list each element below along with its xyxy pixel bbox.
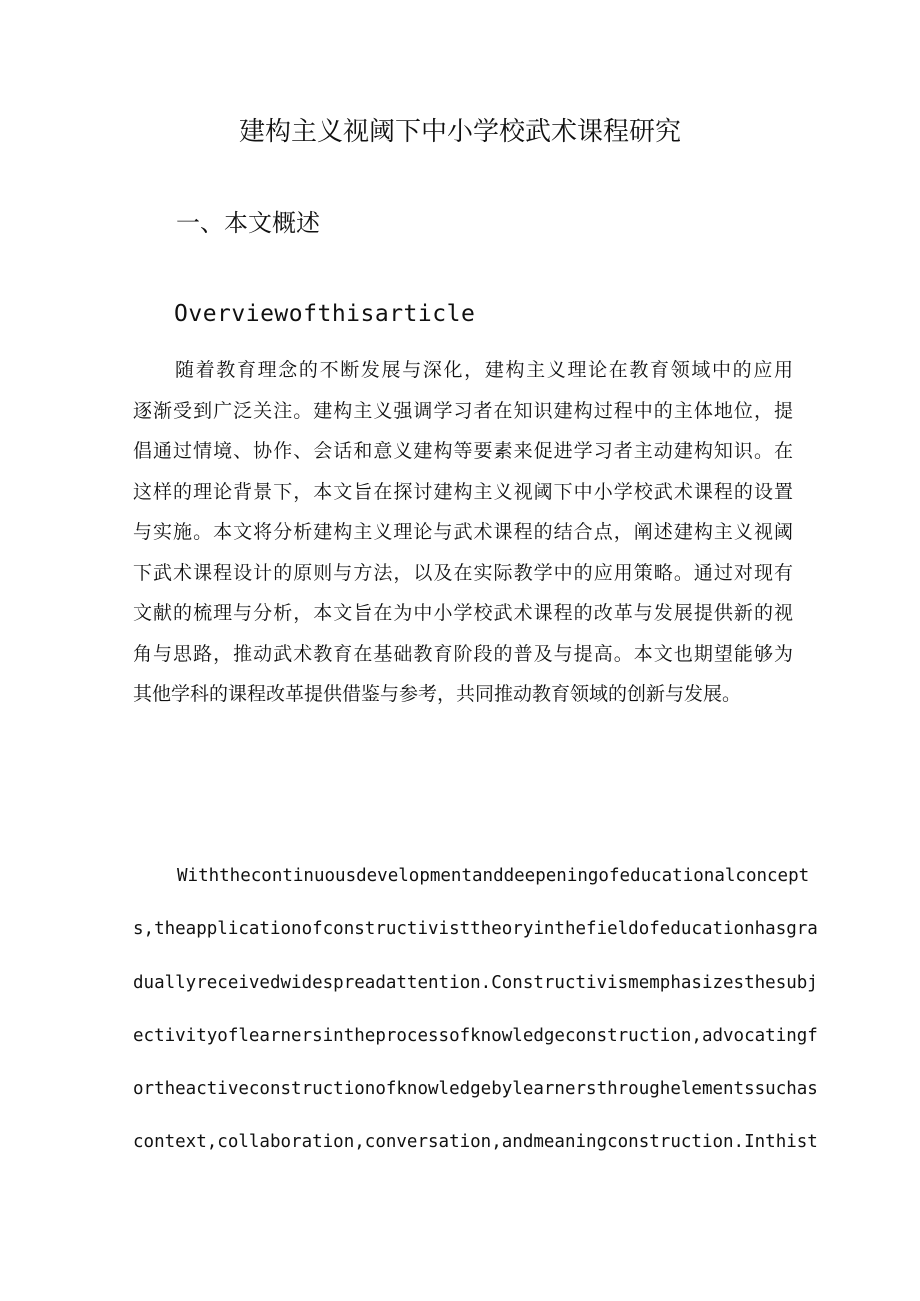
paragraph-line: duallyreceivedwidespreadattention.Constructivismemphasizesthesubj	[133, 972, 818, 993]
chinese-paragraph	[133, 350, 793, 715]
paragraph-line: 文献的梳理与分析，本文旨在为中小学校武术课程的改革与发展提供新的视	[133, 602, 793, 624]
paragraph-line: 倡通过情境、协作、会话和意义建构等要素来促进学习者主动建构知识。在	[133, 440, 793, 462]
paragraph-line: ectivityoflearnersintheprocessofknowledgeconstruction,advocatingf	[133, 1025, 818, 1046]
section-heading: 一、本文概述	[176, 209, 320, 237]
paragraph-line: Withthecontinuousdevelopmentanddeepeningofeducationalconcept	[177, 866, 810, 886]
paragraph-line: ortheactiveconstructionofknowledgebylearnersthroughelementssuchas	[133, 1079, 818, 1100]
paragraph-line: 其他学科的课程改革提供借鉴与参考，共同推动教育领域的创新与发展。	[133, 683, 742, 705]
paragraph-line: 逐渐受到广泛关注。建构主义强调学习者在知识建构过程中的主体地位，提	[133, 399, 793, 422]
paragraph-line: 这样的理论背景下，本文旨在探讨建构主义视阈下中小学校武术课程的设置	[133, 480, 793, 503]
paragraph-line: s,theapplicationofconstructivisttheoryinthefieldofeducationhasgra	[133, 919, 818, 940]
paragraph-line: 角与思路，推动武术教育在基础教育阶段的普及与提高。本文也期望能够为	[133, 642, 793, 665]
paragraph-line: 下武术课程设计的原则与方法，以及在实际教学中的应用策略。通过对现有	[133, 561, 793, 584]
english-paragraph	[133, 850, 818, 1170]
paragraph-line: 随着教育理念的不断发展与深化，建构主义理论在教育领域中的应用	[175, 359, 793, 381]
paragraph-line: context,collaboration,conversation,andmeaningconstruction.Inthist	[133, 1132, 818, 1153]
paragraph-line: 与实施。本文将分析建构主义理论与武术课程的结合点，阐述建构主义视阈	[133, 521, 793, 543]
document-title: 建构主义视阈下中小学校武术课程研究	[238, 117, 681, 147]
section-heading-english: Overviewofthisarticle	[174, 301, 476, 327]
